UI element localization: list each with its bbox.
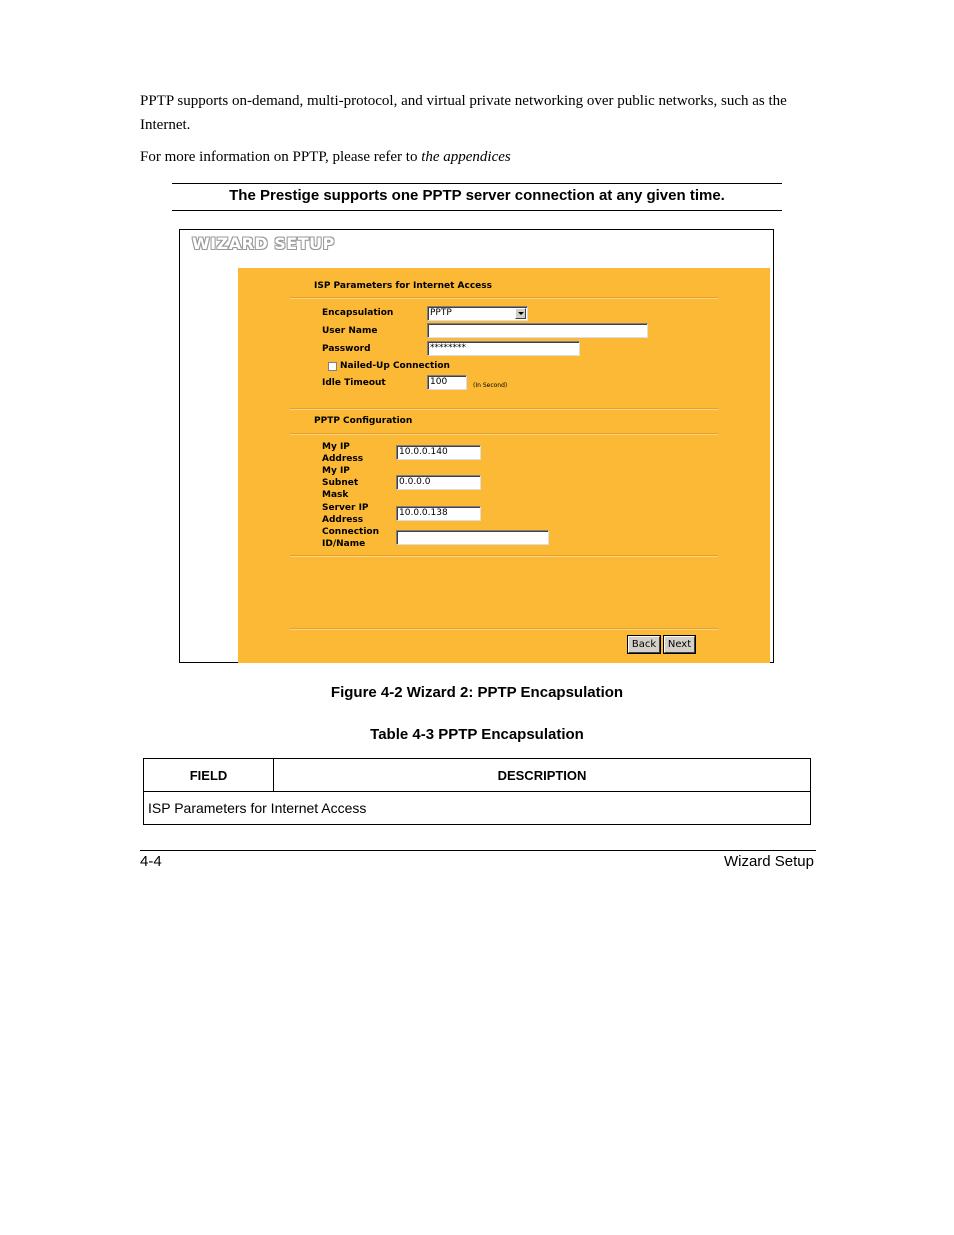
divider bbox=[290, 408, 718, 410]
more-info-text: For more information on PPTP, please refer to bbox=[140, 149, 422, 165]
more-info-paragraph bbox=[140, 145, 511, 169]
connection-id-label-line: Connection bbox=[322, 527, 380, 537]
table-header-row bbox=[144, 759, 811, 792]
server-ip-label-line: Address bbox=[322, 515, 364, 525]
field-description-table bbox=[143, 758, 811, 825]
note-top-rule bbox=[172, 183, 782, 184]
isp-section-title: ISP Parameters for Internet Access bbox=[314, 281, 492, 291]
note-text: The Prestige supports one PPTP server connection at any given time. bbox=[229, 187, 725, 204]
idle-timeout-input[interactable]: 100 bbox=[427, 375, 467, 390]
server-ip-label bbox=[322, 502, 369, 526]
divider bbox=[290, 297, 718, 299]
table-caption: Table 4-3 PPTP Encapsulation bbox=[370, 726, 584, 743]
note-bottom-rule bbox=[172, 210, 782, 211]
my-ip-label-line: My IP bbox=[322, 442, 350, 452]
next-button[interactable]: Next bbox=[664, 636, 695, 653]
username-label: User Name bbox=[322, 326, 378, 336]
subnet-mask-label bbox=[322, 465, 358, 501]
pptp-section-title: PPTP Configuration bbox=[314, 416, 413, 426]
table-section-cell: ISP Parameters for Internet Access bbox=[144, 792, 811, 825]
nailed-up-label: Nailed-Up Connection bbox=[340, 361, 450, 371]
encapsulation-value: PPTP bbox=[430, 308, 452, 318]
connection-id-label bbox=[322, 526, 379, 550]
field-header: FIELD bbox=[144, 759, 274, 792]
description-header: DESCRIPTION bbox=[274, 759, 811, 792]
my-ip-label-line: Address bbox=[322, 454, 364, 464]
back-button[interactable]: Back bbox=[628, 636, 660, 653]
divider bbox=[290, 433, 718, 435]
server-ip-label-line: Server IP bbox=[322, 503, 369, 513]
chevron-down-icon[interactable] bbox=[515, 308, 526, 319]
wizard-screenshot bbox=[179, 229, 774, 663]
wizard-panel bbox=[238, 268, 770, 663]
footer-section-title: Wizard Setup bbox=[723, 853, 814, 870]
connection-id-input[interactable] bbox=[396, 530, 549, 545]
divider bbox=[290, 555, 718, 557]
nailed-up-checkbox[interactable] bbox=[328, 362, 337, 371]
encapsulation-select[interactable] bbox=[427, 306, 528, 321]
figure-caption: Figure 4-2 Wizard 2: PPTP Encapsulation bbox=[330, 684, 624, 701]
password-input[interactable]: ******** bbox=[427, 341, 580, 356]
divider bbox=[290, 628, 718, 630]
idle-timeout-unit: (In Second) bbox=[473, 382, 508, 389]
intro-line-2: Internet. bbox=[140, 117, 191, 133]
wizard-title: WIZARD SETUP bbox=[192, 234, 335, 253]
intro-paragraph bbox=[140, 89, 787, 137]
server-ip-input[interactable]: 10.0.0.138 bbox=[396, 506, 481, 521]
subnet-label-line: Mask bbox=[322, 490, 349, 500]
subnet-label-line: Subnet bbox=[322, 478, 359, 488]
encapsulation-label: Encapsulation bbox=[322, 308, 394, 318]
appendices-reference: the appendices bbox=[421, 149, 511, 165]
my-ip-label bbox=[322, 441, 363, 465]
subnet-label-line: My IP bbox=[322, 466, 350, 476]
footer-rule bbox=[140, 850, 816, 851]
password-label: Password bbox=[322, 344, 371, 354]
username-input[interactable] bbox=[427, 323, 648, 338]
subnet-mask-input[interactable]: 0.0.0.0 bbox=[396, 475, 481, 490]
table-row bbox=[144, 792, 811, 825]
my-ip-input[interactable]: 10.0.0.140 bbox=[396, 445, 481, 460]
idle-timeout-label: Idle Timeout bbox=[322, 378, 386, 388]
intro-line-1: PPTP supports on-demand, multi-protocol, and virtual private networking over public networks, such as the bbox=[140, 93, 787, 109]
connection-id-label-line: ID/Name bbox=[322, 539, 366, 549]
page-number: 4-4 bbox=[140, 853, 162, 870]
